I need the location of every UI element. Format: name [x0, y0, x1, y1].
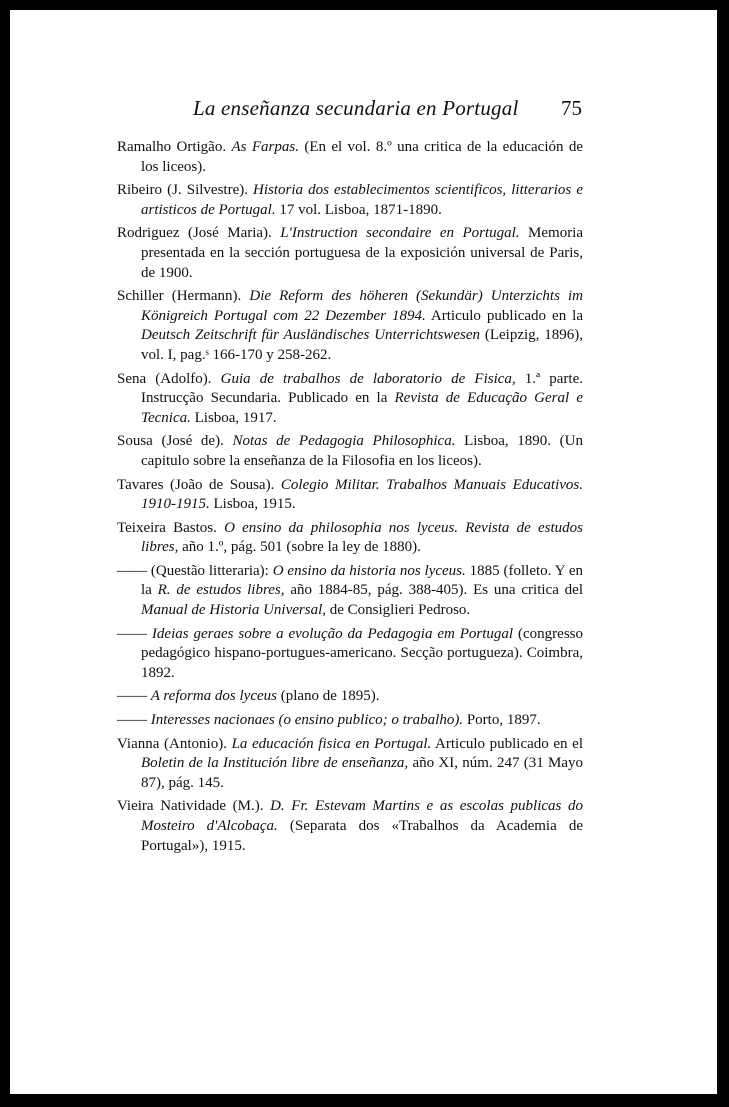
bibliography-entry — [117, 562, 583, 621]
entry-author: —— — [117, 712, 147, 729]
entry-details: 17 vol. Lisboa, 1871-1890. — [275, 201, 442, 218]
entry-author: —— — [117, 688, 147, 705]
entry-details: Articulo publicado en el — [431, 735, 583, 752]
entry-author: Rodriguez (José Maria). — [117, 225, 272, 242]
entry-details: (En el vol. 8.º una critica de la educación de los liceos). — [141, 139, 584, 175]
entry-title: As Farpas. — [231, 139, 299, 155]
bibliography-entry — [117, 476, 583, 515]
bibliography-entry — [117, 735, 583, 794]
entry-title-tertiary: Manual de Historia Universal, — [141, 602, 326, 619]
entry-author: Sousa (José de). — [117, 433, 224, 450]
entry-author: Ramalho Ortigão. — [117, 139, 227, 155]
entry-details: 1.ª parte. Instrucção Secundaria. Publicado en la — [141, 370, 583, 407]
entry-title: Die Reform des höheren (Sekundär) Unterzichts im Königreich Portugal com 22 Dezember 1894. — [141, 288, 583, 324]
entry-details-tertiary: de Consiglieri Pedroso. — [326, 602, 471, 619]
bibliography-entry — [117, 287, 583, 365]
entry-details-secondary: Lisboa, 1917. — [190, 409, 277, 426]
running-title: La enseñanza secundaria en Portugal — [193, 96, 519, 120]
entry-details-secondary: año 1884-85, pág. 388-405). Es una critica del — [284, 582, 583, 599]
entry-title-secondary: Revista de Educação Geral e Tecnica. — [141, 390, 583, 426]
bibliography-entry — [117, 519, 583, 558]
entry-title: Notas de Pedagogia Philosophica. — [232, 433, 456, 450]
entry-details: Lisboa, 1915. — [209, 496, 296, 513]
entry-title: Guia de trabalhos de laboratorio de Fisica, — [220, 370, 516, 387]
entry-title: A reforma dos lyceus — [150, 688, 277, 705]
bibliography-entry — [117, 797, 583, 856]
entry-title-secondary: Deutsch Zeitschrift für Ausländisches Unterrichtswesen — [141, 327, 481, 344]
bibliography-entry — [117, 687, 583, 707]
entry-details: 1885 (folleto. Y en la — [141, 562, 584, 599]
entry-title: L'Instruction secondaire en Portugal. — [280, 225, 520, 242]
page-number: 75 — [561, 96, 582, 120]
entry-title-secondary: Boletin de la Institución libre de enseñanza, — [141, 755, 409, 772]
bibliography-entry — [117, 224, 583, 283]
entry-author: Ribeiro (J. Silvestre). — [117, 182, 248, 199]
entry-details: Lisboa, 1890. (Un capitulo sobre la enseñanza de la Filosofia en los liceos). — [141, 433, 584, 469]
entry-title: O ensino da philosophia nos lyceus. Revista de estudos libres, — [141, 519, 583, 556]
entry-author: Schiller (Hermann). — [117, 288, 242, 305]
entry-author: Sena (Adolfo). — [117, 370, 212, 387]
entry-title: Interesses nacionaes (o ensino publico; o trabalho). — [150, 712, 464, 729]
entry-details: Articulo publicado en la — [425, 307, 584, 324]
bibliography-entry — [117, 711, 583, 731]
bibliography-list — [117, 138, 583, 860]
book-page — [10, 10, 717, 1094]
entry-title: Historia dos establecimentos scientificos, litterarios e artisticos de Portugal. — [141, 182, 583, 218]
entry-title: Colegio Militar. Trabalhos Manuais Educativos. 1910-1915. — [141, 476, 583, 513]
page-header — [10, 96, 717, 126]
entry-details: (plano de 1895). — [276, 688, 380, 705]
entry-details: (Separata dos «Trabalhos da Academia de Portugal»), 1915. — [141, 818, 583, 854]
bibliography-entry — [117, 625, 583, 684]
entry-author: Vianna (Antonio). — [117, 735, 227, 752]
entry-author: Teixeira Bastos. — [117, 519, 217, 536]
entry-details: año 1.º, pág. 501 (sobre la ley de 1880). — [178, 539, 421, 556]
bibliography-entry — [117, 370, 583, 429]
bibliography-entry — [117, 432, 583, 471]
entry-title: La educación fisica en Portugal. — [231, 735, 432, 752]
bibliography-entry — [117, 138, 583, 177]
entry-author: —— (Questão litteraria): — [117, 562, 269, 579]
entry-title-secondary: R. de estudos libres, — [157, 582, 285, 599]
entry-author: Vieira Natividade (M.). — [117, 798, 264, 815]
entry-details: (congresso pedagógico hispano-portugues-americano. Secção portugueza). Coimbra, 1892. — [141, 625, 584, 681]
entry-title: D. Fr. Estevam Martins e as escolas publicas do Mosteiro d'Alcobaça. — [141, 798, 583, 834]
entry-details: Memoria presentada en la sección portuguesa de la exposición universal de Paris, de 1900. — [141, 225, 584, 281]
entry-title: Ideias geraes sobre a evolução da Pedagogia em Portugal — [151, 625, 514, 642]
bibliography-entry — [117, 181, 583, 220]
entry-title: O ensino da historia nos lyceus. — [272, 562, 466, 579]
entry-author: Tavares (João de Sousa). — [117, 476, 275, 493]
entry-author: —— — [117, 625, 147, 642]
entry-details: Porto, 1897. — [463, 712, 541, 729]
entry-details-secondary: (Leipzig, 1896), vol. I, pag.ˢ 166-170 y 258-262. — [141, 327, 583, 363]
entry-details-secondary: año XI, núm. 247 (31 Mayo 87), pág. 145. — [141, 755, 583, 791]
